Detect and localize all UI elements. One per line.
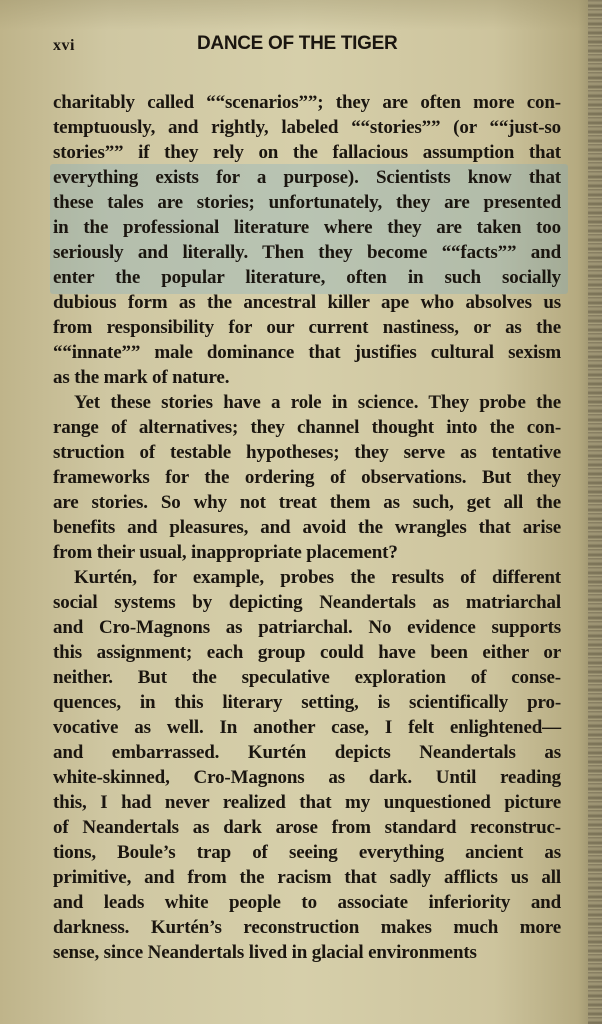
text-line: seriously and literally. Then they become ““facts”” and <box>53 242 561 263</box>
text-line: benefits and pleasures, and avoid the wrangles that arise <box>53 517 561 538</box>
text-line: struction of testable hypotheses; they serve as tentative <box>53 442 561 463</box>
text-line: in the professional literature where they are taken too <box>53 217 561 238</box>
text-line: from their usual, inappropriate placement? <box>53 542 398 563</box>
text-line: from responsibility for our current nastiness, or as the <box>53 317 561 338</box>
text-line: this, I had never realized that my unquestioned picture <box>53 792 561 813</box>
text-line: range of alternatives; they channel thought into the con- <box>53 417 561 438</box>
text-line: as the mark of nature. <box>53 367 230 388</box>
text-line: this assignment; each group could have been either or <box>53 642 561 663</box>
text-line: darkness. Kurtén’s reconstruction makes much more <box>53 917 561 938</box>
text-line: quences, in this literary setting, is scientifically pro- <box>53 692 561 713</box>
text-line: temptuously, and rightly, labeled ““stories”” (or ““just-so <box>53 117 561 138</box>
running-head <box>0 33 602 61</box>
text-line: everything exists for a purpose). Scientists know that <box>53 167 561 188</box>
text-line: frameworks for the ordering of observations. But they <box>53 467 561 488</box>
text-line: Yet these stories have a role in science. They probe the <box>74 392 561 413</box>
text-line: Kurtén, for example, probes the results of different <box>74 567 561 588</box>
text-line: dubious form as the ancestral killer ape who absolves us <box>53 292 561 313</box>
text-line: vocative as well. In another case, I felt enlightened— <box>53 717 561 738</box>
text-line: primitive, and from the racism that sadly afflicts us all <box>53 867 561 888</box>
text-line: and embarrassed. Kurtén depicts Neandertals as <box>53 742 561 763</box>
text-line: tions, Boule’s trap of seeing everything ancient as <box>53 842 561 863</box>
page-edge <box>588 0 602 1024</box>
text-line: of Neandertals as dark arose from standard reconstruc- <box>53 817 561 838</box>
text-line: social systems by depicting Neandertals as matriarchal <box>53 592 561 613</box>
text-line: enter the popular literature, often in such socially <box>53 267 561 288</box>
text-line: and Cro-Magnons as patriarchal. No evidence supports <box>53 617 561 638</box>
text-line: neither. But the speculative exploration of conse- <box>53 667 561 688</box>
body-text <box>53 90 561 965</box>
text-line: charitably called ““scenarios””; they are often more con- <box>53 92 561 113</box>
text-line: these tales are stories; unfortunately, they are presented <box>53 192 561 213</box>
text-line: and leads white people to associate inferiority and <box>53 892 561 913</box>
text-line: stories”” if they rely on the fallacious assumption that <box>53 142 561 163</box>
text-line: are stories. So why not treat them as such, get all the <box>53 492 561 513</box>
text-line: ““innate”” male dominance that justifies cultural sexism <box>53 342 561 363</box>
text-line: sense, since Neandertals lived in glacial environments <box>53 942 477 963</box>
page-shadow <box>0 0 602 30</box>
page-number: xvi <box>53 37 75 54</box>
text-line: white-skinned, Cro-Magnons as dark. Until reading <box>53 767 561 788</box>
book-title: DANCE OF THE TIGER <box>197 33 398 54</box>
